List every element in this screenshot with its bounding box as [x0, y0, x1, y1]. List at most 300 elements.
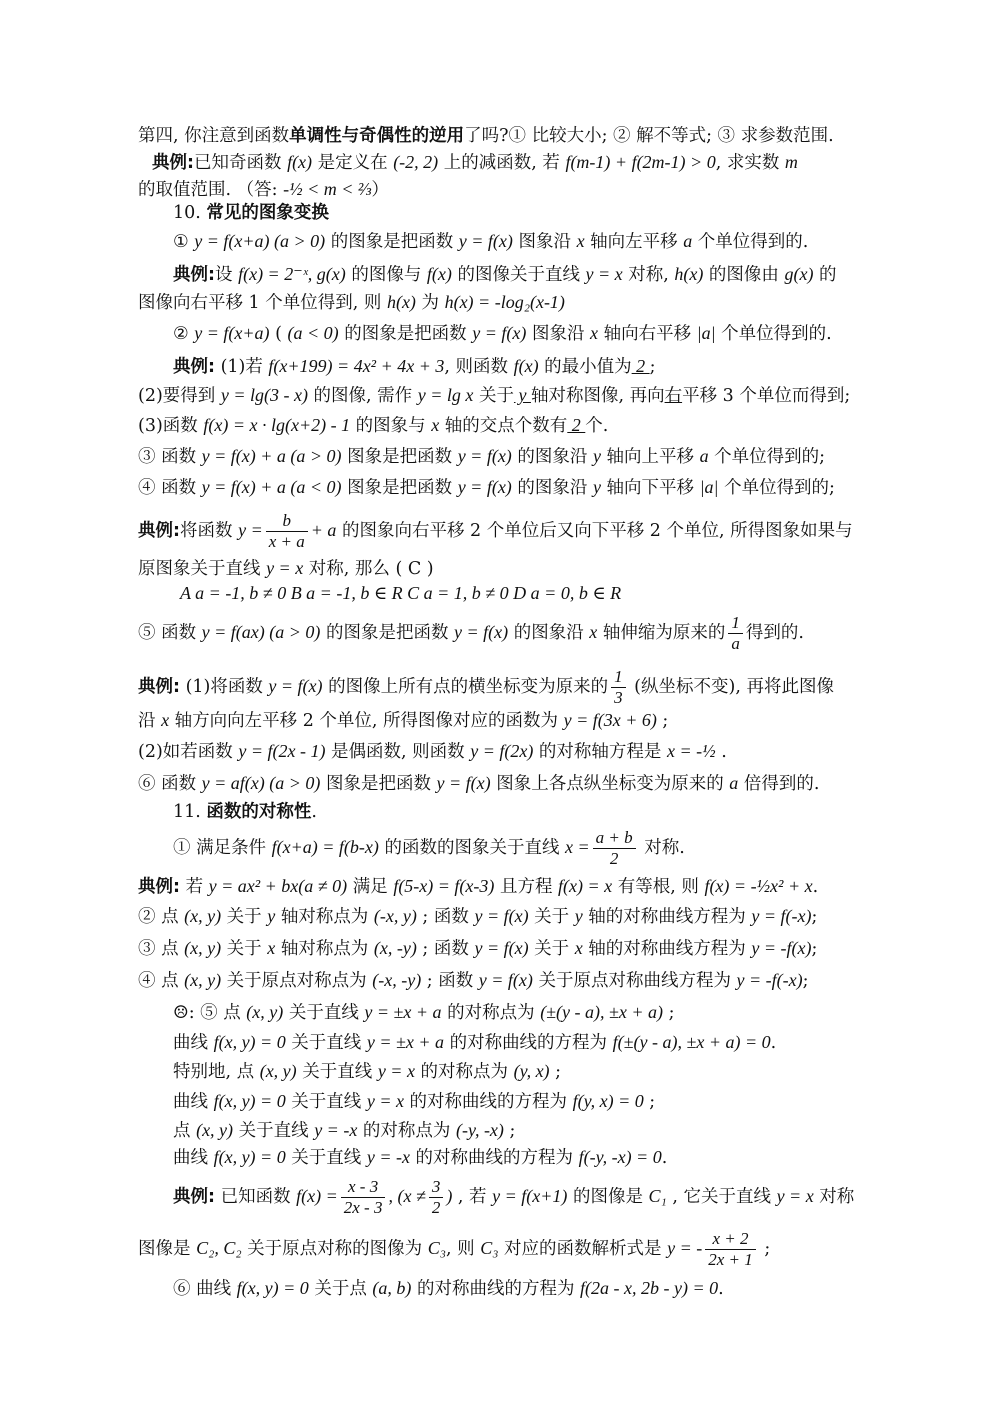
text: ⑥ 曲线	[173, 1279, 237, 1299]
section-title: 常见的图象变换	[206, 203, 329, 223]
math: y = -f(-x)	[736, 970, 803, 990]
math: y = x	[266, 558, 304, 578]
math: f(x, y) = 0	[236, 1278, 309, 1298]
text: 的对称曲线的方程为	[403, 1092, 573, 1112]
text: .	[715, 742, 727, 762]
text: ;	[663, 1003, 675, 1023]
math: f(x) = x · lg(x+2) - 1	[203, 415, 351, 435]
text: (纵坐标不变), 再将此图像	[628, 677, 834, 697]
math: h(x)	[674, 264, 704, 284]
text: ;	[656, 711, 669, 731]
math: (y, x)	[513, 1061, 550, 1081]
math: f(-y, -x) = 0	[578, 1147, 662, 1167]
math: x	[267, 938, 276, 958]
text: 个.	[585, 416, 609, 436]
text: 轴对称点为	[275, 907, 374, 927]
math: y = af(x) (a > 0)	[201, 773, 321, 793]
bold-term: 单调性与奇偶性的逆用	[289, 126, 465, 146]
answer-blank: 右	[664, 386, 683, 406]
math: f(5-x) = f(x-3)	[393, 876, 495, 896]
math: y = lg(3 - x)	[220, 385, 308, 405]
math: y = f(x)	[458, 231, 513, 251]
text-line-28	[173, 1000, 973, 1025]
math: y	[574, 906, 583, 926]
math: f(x+199) = 4x² + 4x + 3	[268, 356, 445, 376]
text: , 它关于直线	[666, 1187, 777, 1207]
math: a	[699, 446, 709, 466]
fraction	[266, 511, 308, 552]
text: 的取值范围. （答:	[138, 180, 284, 200]
text: 已知函数	[215, 1187, 297, 1207]
math: -½ < m < ⅔	[283, 179, 372, 199]
math: y = f(x)	[474, 906, 529, 926]
text-line-15	[138, 556, 938, 581]
example-line-9	[173, 354, 973, 379]
text: 关于	[221, 907, 268, 927]
math: f(x)	[287, 152, 313, 172]
answer-options: A a = -1, b ≠ 0 B a = -1, b ∈ R C a = 1, b ≠ 0 D a = 0, b ∈ R	[180, 583, 622, 603]
text-line-11	[138, 413, 938, 438]
math: (x, y)	[184, 906, 222, 926]
math: y = -f(x)	[751, 938, 812, 958]
example-line-24	[138, 874, 938, 899]
text: 轴向下平移	[600, 478, 700, 498]
math: f(x) = -½x² + x	[704, 876, 813, 896]
text: 的最小值为	[538, 357, 632, 377]
math: h(x) = -log₂(x-1)	[444, 292, 565, 312]
math: f(m-1) + f(2m-1) > 0	[565, 152, 716, 172]
fraction-denominator: 2	[609, 849, 619, 868]
text: 关于	[528, 907, 575, 927]
math: y = x	[585, 264, 623, 284]
fraction-denominator: 2x - 3	[343, 1198, 383, 1217]
text: 图像向右平移 1 个单位得到, 则	[138, 293, 387, 313]
text: 沿	[138, 711, 162, 731]
text-line-35	[138, 1226, 938, 1271]
math: m	[784, 152, 798, 172]
example-line-14	[138, 508, 938, 553]
text: 的对称曲线的方程为	[411, 1279, 581, 1299]
math: x	[161, 710, 170, 730]
text: ）	[371, 180, 389, 200]
text: .	[661, 1148, 668, 1168]
text: 的图象与	[350, 416, 432, 436]
text-line-21	[138, 771, 938, 796]
math: y = x	[377, 1061, 415, 1081]
math: y = ax² + bx(a ≠ 0)	[208, 876, 348, 896]
text: 轴对称图像, 再向	[530, 386, 665, 406]
text-line-32	[173, 1118, 973, 1143]
section-number: 10.	[173, 203, 207, 223]
text: 关于	[528, 939, 575, 959]
text: .	[718, 1279, 724, 1299]
text-line-5	[173, 229, 973, 254]
text: ;	[811, 939, 818, 959]
text: 关于直线	[233, 1121, 315, 1141]
fraction-denominator: 2	[431, 1198, 441, 1217]
fraction-denominator: a	[731, 634, 740, 653]
text: 点	[173, 1121, 197, 1141]
text: 的图象是把函数	[325, 232, 459, 252]
text: 关于直线	[285, 1033, 367, 1053]
answer-blank: 2	[631, 356, 650, 376]
text: 轴向右平移	[598, 324, 697, 344]
math: y = f(x)	[478, 970, 533, 990]
text: , 则	[446, 1239, 481, 1259]
text: 的图像上所有点的横坐标变为原来的	[322, 677, 609, 697]
math: (x, y)	[184, 938, 222, 958]
text: 关于原点对称曲线方程为	[532, 971, 737, 991]
fraction-numerator: a + b	[593, 828, 636, 849]
math: a	[729, 773, 739, 793]
math: + a	[310, 520, 337, 540]
example-line-34	[173, 1174, 973, 1219]
text: 图象是把函数	[341, 447, 458, 467]
text: 对称,	[622, 265, 675, 285]
text: ③ 点	[138, 939, 185, 959]
math: f(x, y) = 0	[213, 1147, 286, 1167]
text: (	[269, 324, 288, 344]
text: ③ 函数	[138, 447, 202, 467]
text: (1)若	[215, 357, 269, 377]
math: C₃	[427, 1238, 446, 1258]
math: y = ±x + a	[364, 1002, 442, 1022]
math: C₃	[480, 1238, 499, 1258]
math: (x, -y)	[373, 938, 417, 958]
text: 已知奇函数	[194, 153, 288, 173]
math: y = f(x)	[474, 938, 529, 958]
text: 关于原点对称的图像为	[241, 1239, 428, 1259]
text-line-13	[138, 475, 938, 500]
math: (±(y - a), ±x + a)	[540, 1002, 664, 1022]
math: y = x	[776, 1186, 814, 1206]
text: ⑤ 函数	[138, 623, 202, 643]
text-line-10	[138, 383, 938, 408]
text: 轴的对称曲线方程为	[582, 907, 752, 927]
fraction-numerator: 1	[728, 613, 743, 634]
fraction-numerator: x - 3	[341, 1177, 386, 1198]
text: 的图象向右平移 2 个单位后又向下平移 2 个单位, 所得图象如果与	[336, 521, 853, 541]
math: y = f(x)	[472, 323, 527, 343]
math: g(x)	[784, 264, 814, 284]
text: ④ 函数	[138, 478, 202, 498]
example-label: 典例:	[152, 153, 194, 173]
text: , 求实数	[715, 153, 785, 173]
math: y = -x	[366, 1147, 410, 1167]
math: C₂, C₂	[196, 1238, 242, 1258]
text-line-27	[138, 968, 938, 993]
math: y = f(x)	[457, 446, 512, 466]
text: 若	[180, 877, 209, 897]
math: f(x+a) = f(b-x)	[271, 837, 379, 857]
math: (-2, 2)	[393, 152, 439, 172]
math: )	[446, 1186, 453, 1206]
fraction-numerator: x + 2	[705, 1229, 756, 1250]
text: (3)函数	[138, 416, 204, 436]
text: 的对称轴方程是	[533, 742, 667, 762]
text: 倍得到的.	[738, 774, 820, 794]
text: ;	[649, 357, 656, 377]
text: 的对称点为	[414, 1062, 514, 1082]
text-line-8	[173, 321, 973, 346]
text: 的图像与	[345, 265, 427, 285]
text-line-31	[173, 1089, 973, 1114]
text: 关于原点对称点为	[221, 971, 373, 991]
section-heading-10	[173, 201, 973, 225]
options-line-16	[180, 581, 980, 606]
math: f(2a - x, 2b - y) = 0	[580, 1278, 719, 1298]
math: y = f(2x - 1)	[238, 741, 326, 761]
text: 的图象沿	[511, 478, 593, 498]
fraction	[611, 667, 626, 708]
math: y = f(x+a) (a > 0)	[194, 231, 326, 251]
section-title: 函数的对称性	[206, 802, 312, 822]
example-label: 典例:	[138, 877, 180, 897]
text: 的函数的图象关于直线	[378, 838, 566, 858]
text: 关于直线	[296, 1062, 378, 1082]
fraction	[341, 1177, 386, 1218]
math: (x, y)	[184, 970, 222, 990]
math: h(x)	[386, 292, 416, 312]
text: 将函数	[180, 521, 239, 541]
math: y = f(x)	[436, 773, 491, 793]
math: y = f(x+a)	[194, 323, 270, 343]
text: 曲线	[173, 1148, 214, 1168]
text: .	[311, 802, 317, 822]
math: y = f(x)	[457, 477, 512, 497]
text: ;	[643, 1092, 656, 1112]
text: 的图象沿	[508, 623, 590, 643]
math: y = f(3x + 6)	[563, 710, 657, 730]
fraction	[705, 1229, 756, 1270]
text: 的	[813, 265, 837, 285]
math: x	[431, 415, 440, 435]
text: 为	[415, 293, 445, 313]
math: y = f(-x)	[751, 906, 812, 926]
math: x =	[565, 837, 590, 857]
math: C₁	[648, 1186, 667, 1206]
text: 轴伸缩为原来的	[597, 623, 726, 643]
text: ;	[549, 1062, 562, 1082]
math: f(y, x) = 0	[572, 1091, 644, 1111]
text: 轴向上平移	[600, 447, 700, 467]
text: 个单位得到的.	[692, 232, 809, 252]
math: y	[592, 477, 601, 497]
text: 对称, 那么 ( C )	[303, 559, 434, 579]
text: 满足	[347, 877, 394, 897]
text: (2)如若函数	[138, 742, 239, 762]
text: 平移 3 个单位而得到;	[682, 386, 851, 406]
math: y =	[238, 520, 263, 540]
math: y	[267, 906, 276, 926]
text: 图象沿	[512, 232, 577, 252]
text: 图象沿	[526, 324, 591, 344]
text: ; 函数	[421, 971, 479, 991]
example-label: 典例:	[173, 265, 215, 285]
text: 轴向左平移	[584, 232, 684, 252]
math: |a|	[696, 323, 716, 343]
text: ② 点	[138, 907, 185, 927]
math: y = f(ax) (a > 0)	[201, 622, 321, 642]
text: 关于	[473, 386, 514, 406]
math: (x, y)	[196, 1120, 234, 1140]
math: (x, y)	[246, 1002, 284, 1022]
text: 原图象关于直线	[138, 559, 267, 579]
text: 对称.	[638, 838, 685, 858]
text: 的图像是	[567, 1187, 649, 1207]
text: 且方程	[494, 877, 559, 897]
text: 关于点	[308, 1279, 373, 1299]
fraction	[593, 828, 636, 869]
text-line-19	[138, 708, 938, 733]
text: .	[770, 1033, 777, 1053]
example-label: 典例:	[173, 357, 215, 377]
text: 的图像, 需作	[307, 386, 418, 406]
text: (2)要得到	[138, 386, 221, 406]
math: y = -	[667, 1238, 703, 1258]
text: 的对称点为	[441, 1003, 541, 1023]
math: y = -x	[314, 1120, 358, 1140]
math: (-y, -x)	[455, 1120, 504, 1140]
math: x = -½	[666, 741, 716, 761]
text: 曲线	[173, 1092, 214, 1112]
example-label: 典例:	[138, 677, 180, 697]
text: ;	[802, 971, 809, 991]
example-line-6	[173, 262, 973, 287]
example-label: 典例:	[138, 521, 180, 541]
math: x	[574, 938, 583, 958]
answer-blank: 2	[567, 415, 586, 435]
text: ⑥ 函数	[138, 774, 202, 794]
text: 轴方向向左平移 2 个单位, 所得图像对应的函数为	[169, 711, 564, 731]
text-line-33	[173, 1145, 973, 1170]
text: 对应的函数解析式是	[498, 1239, 668, 1259]
text: 个单位得到的.	[715, 324, 832, 344]
text-line-17	[138, 610, 938, 655]
math: y = f(x)	[268, 676, 323, 696]
text: 的对称点为	[357, 1121, 456, 1141]
text-line-29	[173, 1030, 973, 1055]
text: 的图像关于直线	[451, 265, 586, 285]
text: ;	[758, 1239, 771, 1259]
text-line-36	[173, 1276, 973, 1301]
text: 的图象是把函数	[320, 623, 455, 643]
text-line-3	[138, 177, 938, 202]
text: 得到的.	[745, 623, 804, 643]
text: 对称	[813, 1187, 855, 1207]
text-line-23	[173, 825, 973, 870]
text: (1)将函数	[180, 677, 269, 697]
math: (-x, -y)	[372, 970, 422, 990]
math: f(x, y) = 0	[213, 1032, 286, 1052]
text: 个单位得到的;	[718, 478, 835, 498]
text-line-7	[138, 290, 938, 315]
text: 图象是把函数	[341, 478, 458, 498]
text-line-1	[138, 124, 938, 148]
text: 是偶函数, 则函数	[325, 742, 471, 762]
text: 关于直线	[285, 1092, 367, 1112]
text-line-25	[138, 904, 938, 929]
text: , 则函数	[444, 357, 514, 377]
text: 个单位得到的;	[708, 447, 826, 467]
fraction-denominator: x + a	[268, 532, 305, 551]
section-number: 11.	[173, 802, 207, 822]
math: y = lg x	[417, 385, 474, 405]
text: 的图像由	[703, 265, 785, 285]
text: 关于直线	[283, 1003, 365, 1023]
math: (a < 0)	[287, 323, 339, 343]
text: 上的减函数, 若	[438, 153, 566, 173]
math: f(x, y) = 0	[213, 1091, 286, 1111]
math: x	[589, 622, 598, 642]
math: x	[590, 323, 599, 343]
text: 特别地, 点	[173, 1062, 260, 1082]
text-line-20	[138, 739, 938, 764]
fraction	[728, 613, 743, 654]
text: ;	[503, 1121, 516, 1141]
section-heading-11	[173, 800, 973, 824]
text: ; 函数	[416, 939, 475, 959]
text: ①	[173, 232, 195, 252]
text: ① 满足条件	[173, 838, 272, 858]
math: f(±(y - a), ±x + a) = 0	[612, 1032, 771, 1052]
text: 的对称曲线的方程为	[444, 1033, 613, 1053]
text: .	[812, 877, 819, 897]
math: y = x	[366, 1091, 404, 1111]
math: , (x ≠	[388, 1186, 426, 1206]
example-line-2	[152, 150, 952, 175]
math: |a|	[699, 477, 719, 497]
text: 图象是把函数	[320, 774, 437, 794]
example-label: 典例:	[173, 1187, 215, 1207]
text: ;	[811, 907, 818, 927]
text: 是定义在	[312, 153, 394, 173]
text: 关于直线	[285, 1148, 367, 1168]
fraction-denominator: 2x + 1	[708, 1250, 753, 1269]
text: 设	[215, 265, 239, 285]
math: y = f(2x)	[470, 741, 534, 761]
text: ☹: ⑤ 点	[173, 1003, 247, 1023]
text: 轴对称点为	[275, 939, 374, 959]
math: y = f(x) + a (a < 0)	[201, 477, 342, 497]
text: ④ 点	[138, 971, 185, 991]
fraction-numerator: 1	[611, 667, 626, 688]
text: 图象上各点纵坐标变为原来的	[490, 774, 730, 794]
fraction-denominator: 3	[614, 688, 623, 707]
math: y = f(x)	[454, 622, 509, 642]
text-line-12	[138, 444, 938, 469]
math: (a, b)	[372, 1278, 412, 1298]
math: a	[683, 231, 693, 251]
fraction-numerator: b	[266, 511, 308, 532]
math: y	[592, 446, 601, 466]
fraction	[429, 1177, 444, 1218]
text: 的对称曲线的方程为	[409, 1148, 579, 1168]
math: (-x, y)	[373, 906, 417, 926]
text: 的图象沿	[511, 447, 593, 467]
math: f(x) = x	[558, 876, 613, 896]
text: 了吗?① 比较大小; ② 解不等式; ③ 求参数范围.	[464, 126, 834, 146]
text: 图像是	[138, 1239, 197, 1259]
fraction-numerator: 3	[429, 1177, 444, 1198]
math: y = ±x + a	[366, 1032, 444, 1052]
text: , 若	[452, 1187, 493, 1207]
math: y = f(x+1)	[492, 1186, 568, 1206]
math: f(x) =	[296, 1186, 338, 1206]
math: f(x) = 2⁻ˣ, g(x)	[238, 264, 346, 284]
text: 关于	[221, 939, 268, 959]
math: (x, y)	[259, 1061, 297, 1081]
